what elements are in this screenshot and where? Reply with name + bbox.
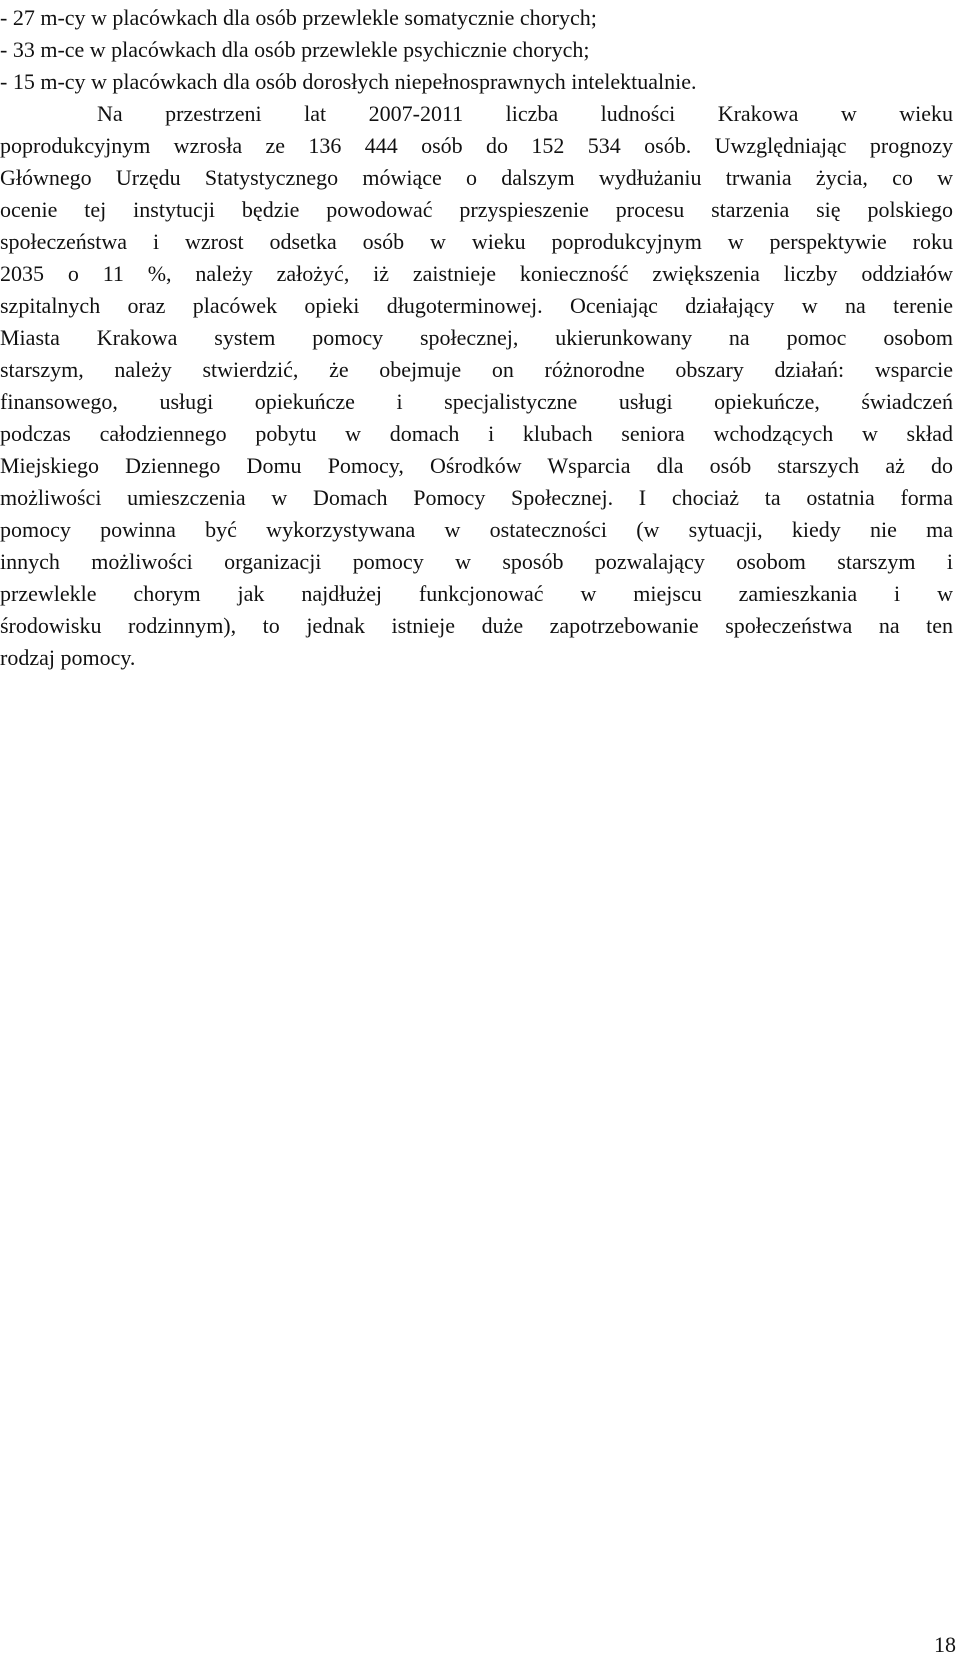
list-item: - 33 m-ce w placówkach dla osób przewlekle psychicznie chorych; <box>0 37 590 62</box>
paragraph-line: środowisku rodzinnym), to jednak istnieje duże zapotrzebowanie społeczeństwa na ten <box>0 613 953 638</box>
paragraph-line: Miejskiego Dziennego Domu Pomocy, Ośrodków Wsparcia dla osób starszych aż do <box>0 453 953 478</box>
paragraph-line: szpitalnych oraz placówek opieki długoterminowej. Oceniając działający w na terenie <box>0 293 953 318</box>
paragraph-line: możliwości umieszczenia w Domach Pomocy Społecznej. I chociaż ta ostatnia forma <box>0 485 953 510</box>
paragraph-line: starszym, należy stwierdzić, że obejmuje on różnorodne obszary działań: wsparcie <box>0 357 953 382</box>
paragraph-line: ocenie tej instytucji będzie powodować przyspieszenie procesu starzenia się polskiego <box>0 197 953 222</box>
paragraph-line: innych możliwości organizacji pomocy w sposób pozwalający osobom starszym i <box>0 549 953 574</box>
page-number: 18 <box>934 1632 956 1657</box>
paragraph-line: przewlekle chorym jak najdłużej funkcjonować w miejscu zamieszkania i w <box>0 581 953 606</box>
paragraph-line: podczas całodziennego pobytu w domach i klubach seniora wchodzących w skład <box>0 421 953 446</box>
paragraph-line: pomocy powinna być wykorzystywana w ostateczności (w sytuacji, kiedy nie ma <box>0 517 953 542</box>
paragraph-line: rodzaj pomocy. <box>0 645 136 670</box>
paragraph-line: 2035 o 11 %, należy założyć, iż zaistnieje konieczność zwiększenia liczby oddziałów <box>0 261 953 286</box>
paragraph-line: Głównego Urzędu Statystycznego mówiące o dalszym wydłużaniu trwania życia, co w <box>0 165 953 190</box>
paragraph-line: Na przestrzeni lat 2007-2011 liczba ludności Krakowa w wieku <box>97 101 953 126</box>
paragraph-line: Miasta Krakowa system pomocy społecznej, ukierunkowany na pomoc osobom <box>0 325 953 350</box>
paragraph-line: społeczeństwa i wzrost odsetka osób w wieku poprodukcyjnym w perspektywie roku <box>0 229 953 254</box>
paragraph-line: finansowego, usługi opiekuńcze i specjalistyczne usługi opiekuńcze, świadczeń <box>0 389 953 414</box>
paragraph-line: poprodukcyjnym wzrosła ze 136 444 osób do 152 534 osób. Uwzględniając prognozy <box>0 133 953 158</box>
list-item: - 15 m-cy w placówkach dla osób dorosłych niepełnosprawnych intelektualnie. <box>0 69 697 94</box>
list-item: - 27 m-cy w placówkach dla osób przewlekle somatycznie chorych; <box>0 5 597 30</box>
document-body <box>0 2 953 674</box>
